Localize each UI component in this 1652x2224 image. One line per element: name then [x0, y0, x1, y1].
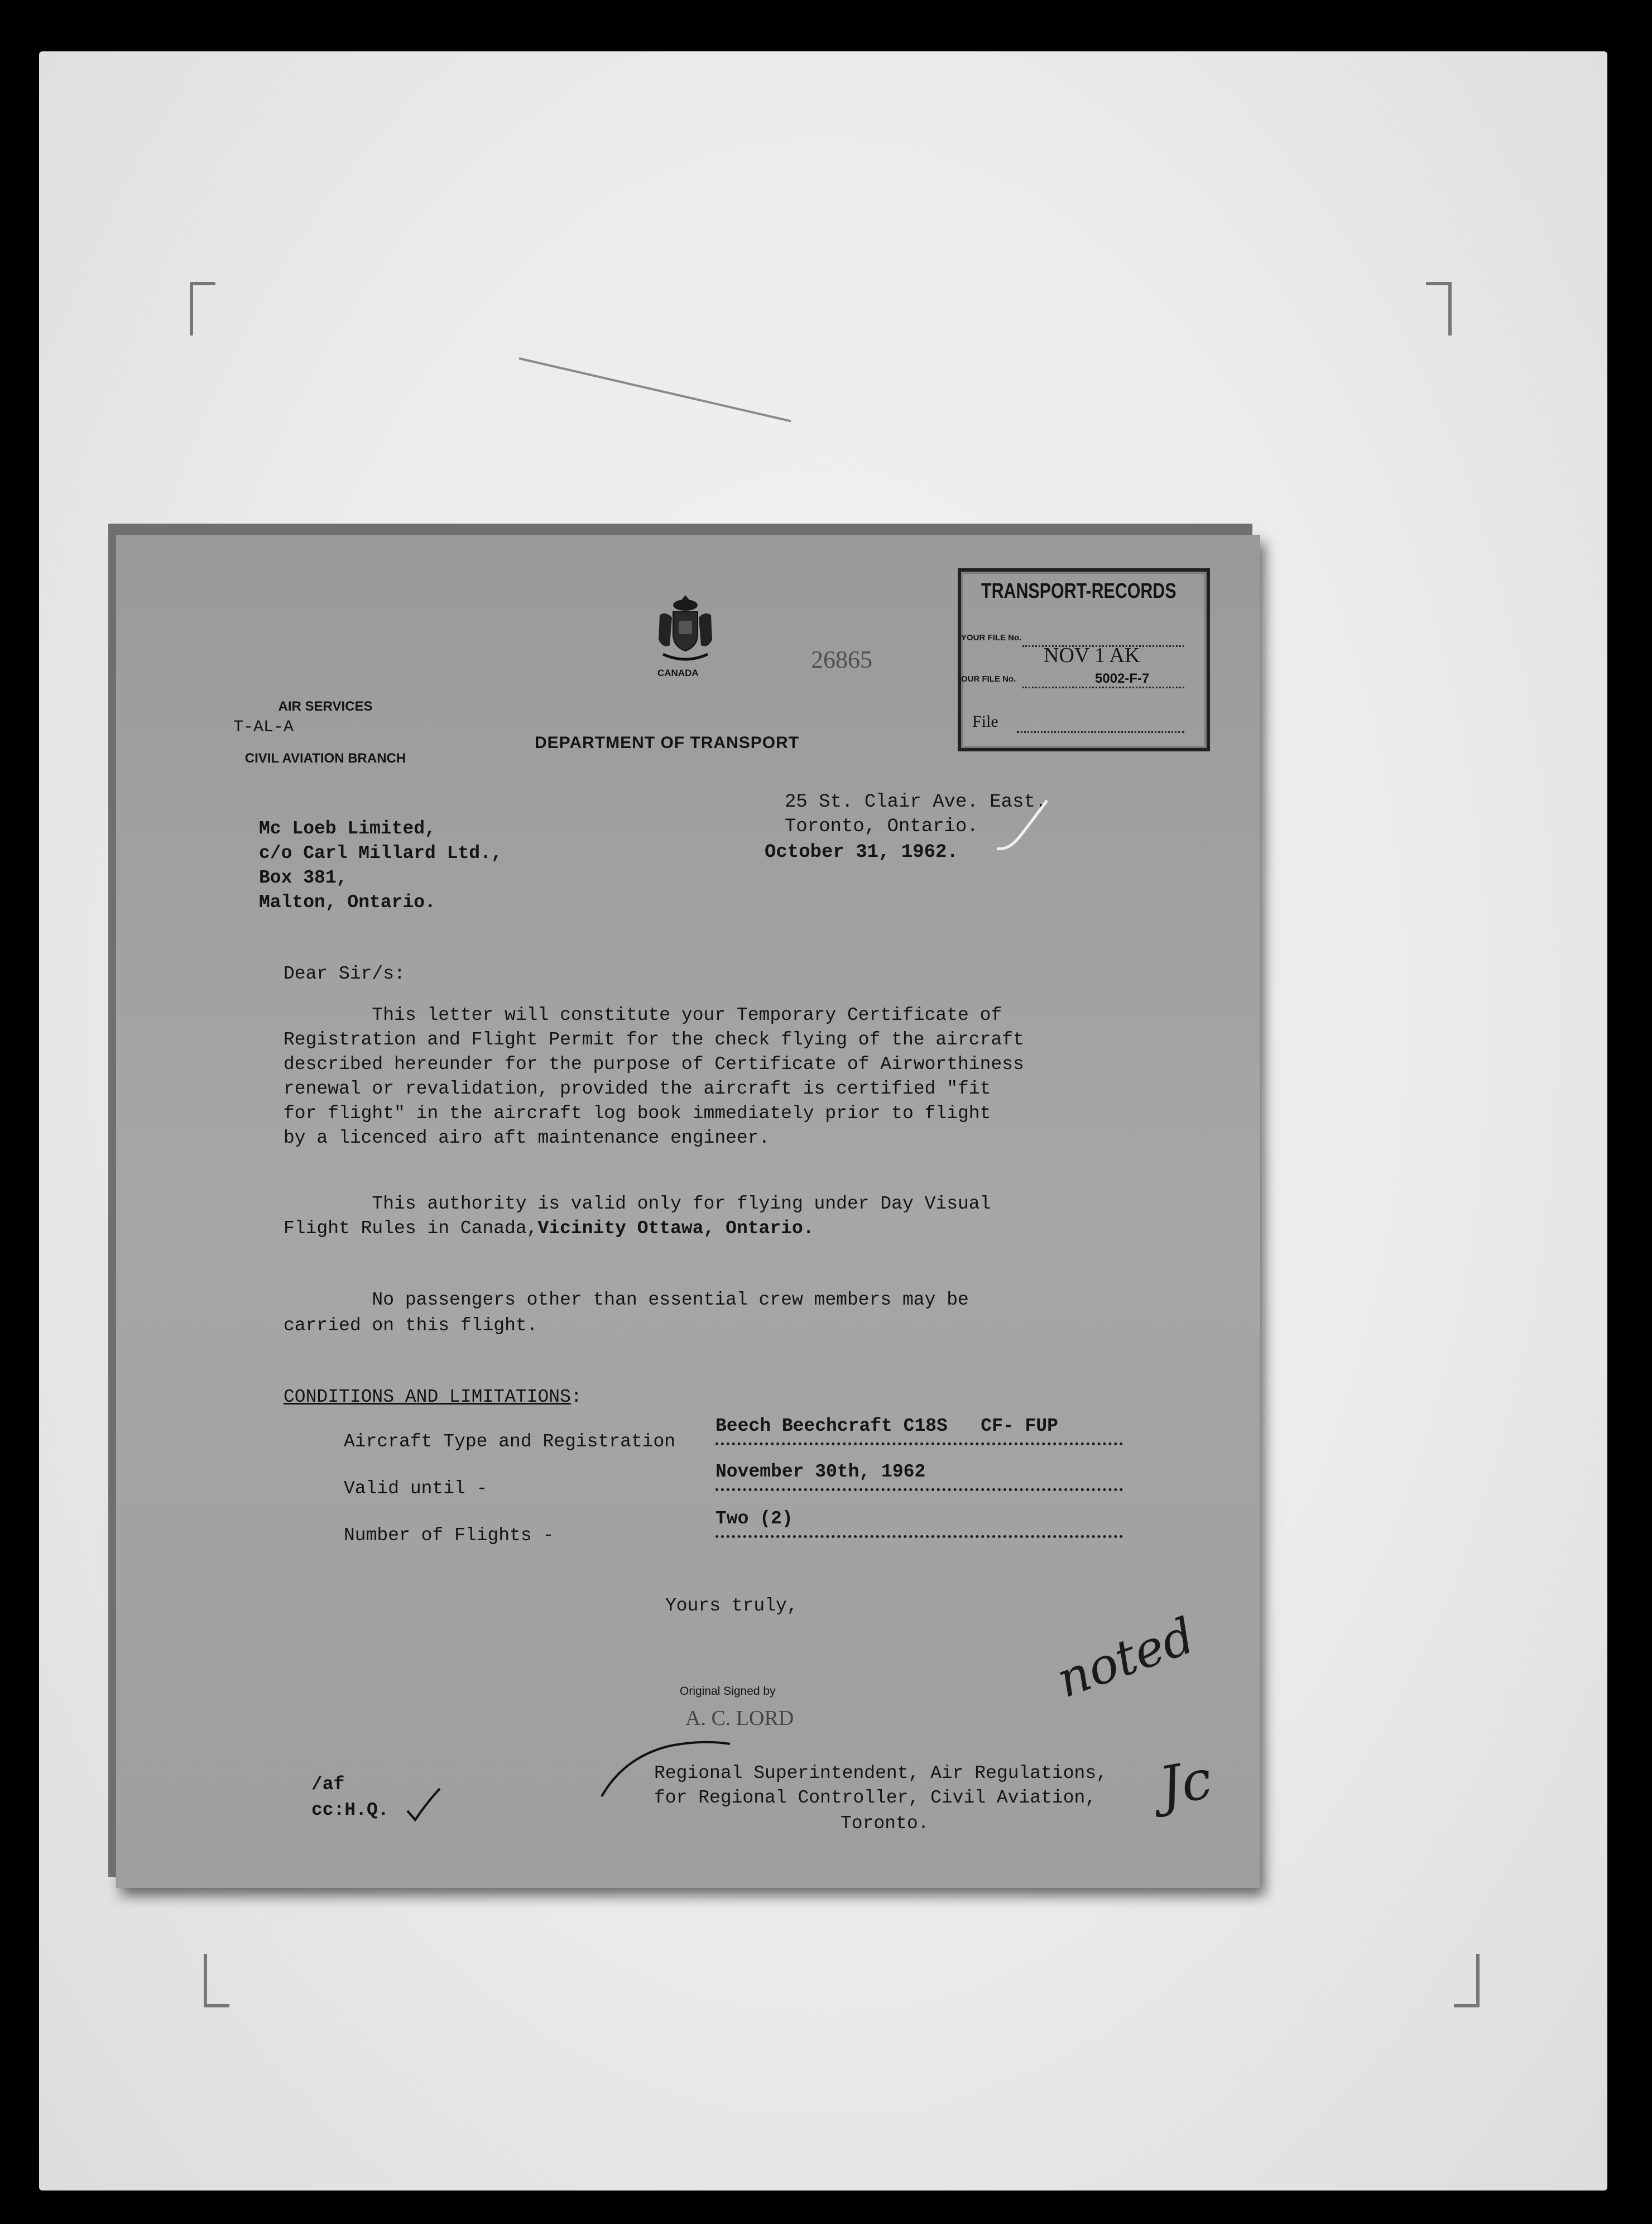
recipient-line-1: Mc Loeb Limited, [259, 818, 436, 839]
our-file-label: OUR FILE No. [961, 674, 1016, 684]
closing-phrase: Yours truly, [665, 1595, 798, 1616]
crest-label: CANADA [657, 668, 699, 678]
file-line [1017, 731, 1184, 733]
condition-value-aircraft: Beech Beechcraft C18S CF- FUP [715, 1416, 1058, 1436]
registry-number: 26865 [811, 646, 872, 673]
signer-title-3: Toronto. [841, 1813, 929, 1834]
recipient-line-2: c/o Carl Millard Ltd., [259, 843, 502, 864]
salutation: Dear Sir/s: [284, 964, 405, 984]
margin-note-noted: noted [1049, 1606, 1202, 1709]
check-tick-icon [992, 797, 1054, 859]
typist-initials: /af [311, 1774, 345, 1795]
our-file-line [1022, 687, 1184, 688]
condition-value-flights: Two (2) [715, 1508, 793, 1529]
para1-line-1: This letter will constitute your Temporary Certificate of [284, 1005, 1002, 1025]
crop-mark-top-left [190, 282, 215, 335]
conditions-heading-colon: : [570, 1387, 582, 1407]
letter-date: October 31, 1962. [765, 842, 958, 863]
para3-line-1: No passengers other than essential crew members may be [284, 1290, 969, 1310]
original-signed-label: Original Signed by [680, 1685, 776, 1698]
para1-line-2: Registration and Flight Permit for the check flying of the aircraft [284, 1029, 1024, 1050]
crop-mark-bottom-left [204, 1954, 229, 2007]
signer-title-1: Regional Superintendent, Air Regulations, [654, 1763, 1107, 1784]
signer-name: A. C. LORD [685, 1707, 794, 1730]
para2-line-2 [284, 1218, 814, 1239]
condition-label-aircraft: Aircraft Type and Registration [344, 1431, 676, 1452]
branch-line-2: CIVIL AVIATION BRANCH [244, 751, 406, 766]
stamp-title: TRANSPORT-RECORDS [981, 579, 1176, 603]
branch-line-1: AIR SERVICES [278, 699, 373, 714]
file-reference: T-AL-A [233, 718, 294, 737]
initial-mark: Jc [1154, 1747, 1217, 1819]
condition-leader-flights [715, 1535, 1123, 1538]
flight-area: Vicinity Ottawa, Ontario. [537, 1218, 814, 1239]
conditions-heading-text: CONDITIONS AND LIMITATIONS [284, 1387, 571, 1407]
crop-mark-top-right [1426, 282, 1452, 335]
para3-line-2: carried on this flight. [284, 1315, 538, 1336]
sender-street: 25 St. Clair Ave. East. [785, 792, 1047, 813]
carbon-copy: cc:H.Q. [311, 1800, 389, 1820]
para1-line-5: for flight" in the aircraft log book immediately prior to flight [284, 1103, 991, 1124]
stamp-file-number: 5002-F-7 [1095, 671, 1150, 686]
recipient-line-4: Malton, Ontario. [259, 892, 436, 913]
transport-records-stamp [958, 568, 1210, 751]
branch-name [175, 663, 476, 802]
stamp-file-label: File [972, 712, 998, 731]
para2-line-1: This authority is valid only for flying under Day Visual [284, 1194, 991, 1214]
para1-line-4: renewal or revalidation, provided the aircraft is certified "fit [284, 1079, 991, 1099]
condition-leader-aircraft [715, 1442, 1123, 1445]
sender-city: Toronto, Ontario. [785, 816, 978, 837]
stamp-received-date: NOV 1 AK [1044, 644, 1140, 667]
condition-value-valid: November 30th, 1962 [715, 1461, 926, 1482]
condition-leader-valid [715, 1488, 1123, 1491]
your-file-label: YOUR FILE No. [961, 633, 1022, 643]
cc-check-icon [404, 1785, 443, 1824]
crop-mark-bottom-right [1454, 1954, 1480, 2007]
signer-title-2: for Regional Controller, Civil Aviation, [654, 1787, 1097, 1808]
letter-sheet [116, 535, 1260, 1888]
condition-label-valid: Valid until - [344, 1478, 488, 1499]
recipient-line-3: Box 381, [259, 867, 348, 888]
coat-of-arms-icon [652, 593, 719, 665]
para1-line-6: by a licenced airo aft maintenance engineer. [284, 1128, 770, 1148]
department-name: DEPARTMENT OF TRANSPORT [535, 734, 800, 752]
condition-label-flights: Number of Flights - [344, 1525, 554, 1546]
para1-line-3: described hereunder for the purpose of Certificate of Airworthiness [284, 1054, 1024, 1075]
conditions-heading [284, 1387, 582, 1407]
para2-prefix: Flight Rules in Canada, [284, 1218, 538, 1239]
